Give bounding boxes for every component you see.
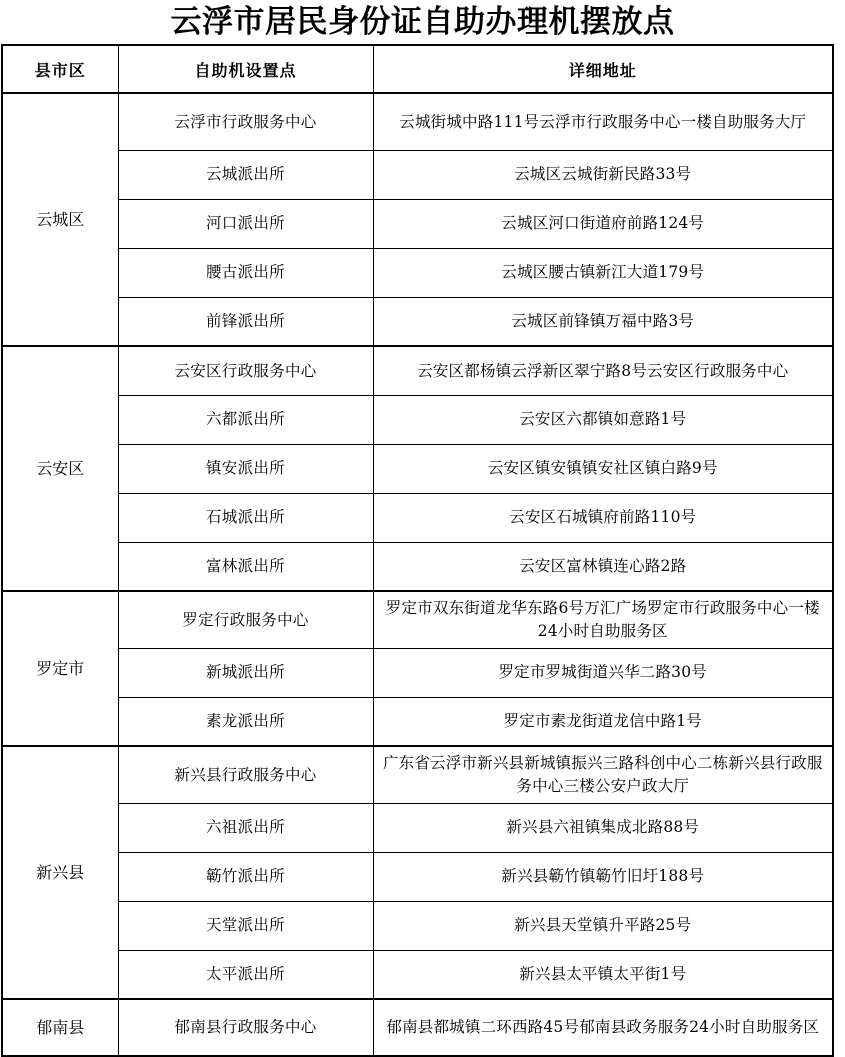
address-cell: 云城街城中路111号云浮市行政服务中心一楼自助服务大厅: [373, 93, 833, 150]
site-cell: 罗定行政服务中心: [118, 591, 373, 648]
table-row: [2, 493, 833, 542]
table-body: [2, 93, 833, 1056]
table-row: [2, 803, 833, 852]
table-row: [2, 395, 833, 444]
address-cell: 云城区云城街新民路33号: [373, 150, 833, 199]
address-cell: 郁南县都城镇二环西路45号郁南县政务服务24小时自助服务区: [373, 999, 833, 1056]
table-row: [2, 591, 833, 648]
site-cell: 素龙派出所: [118, 697, 373, 746]
site-cell: 腰古派出所: [118, 248, 373, 297]
district-cell: 郁南县: [2, 999, 118, 1056]
address-cell: 广东省云浮市新兴县新城镇振兴三路科创中心二栋新兴县行政服务中心三楼公安户政大厅: [373, 746, 833, 803]
address-cell: 罗定市罗城街道兴华二路30号: [373, 648, 833, 697]
site-cell: 六都派出所: [118, 395, 373, 444]
address-cell: 云城区前锋镇万福中路3号: [373, 297, 833, 346]
address-cell: 罗定市素龙街道龙信中路1号: [373, 697, 833, 746]
address-cell: 新兴县六祖镇集成北路88号: [373, 803, 833, 852]
site-cell: 太平派出所: [118, 950, 373, 999]
address-cell: 新兴县太平镇太平街1号: [373, 950, 833, 999]
address-cell: 云安区石城镇府前路110号: [373, 493, 833, 542]
table-header-row: [2, 45, 833, 93]
table-row: [2, 999, 833, 1056]
table-row: [2, 901, 833, 950]
site-cell: 云浮市行政服务中心: [118, 93, 373, 150]
table-row: [2, 542, 833, 591]
address-cell: 新兴县天堂镇升平路25号: [373, 901, 833, 950]
district-cell: 云安区: [2, 346, 118, 591]
page-title: 云浮市居民身份证自助办理机摆放点: [170, 4, 675, 40]
site-cell: 天堂派出所: [118, 901, 373, 950]
column-header-site: 自助机设置点: [118, 45, 373, 93]
site-cell: 镇安派出所: [118, 444, 373, 493]
table-header: [2, 45, 833, 93]
site-cell: 河口派出所: [118, 199, 373, 248]
table-row: [2, 852, 833, 901]
district-cell: 罗定市: [2, 591, 118, 746]
district-cell: 新兴县: [2, 746, 118, 999]
address-cell: 云安区富林镇连心路2路: [373, 542, 833, 591]
site-cell: 云安区行政服务中心: [118, 346, 373, 395]
table-row: [2, 697, 833, 746]
site-cell: 云城派出所: [118, 150, 373, 199]
address-cell: 云安区都杨镇云浮新区翠宁路8号云安区行政服务中心: [373, 346, 833, 395]
table-row: [2, 199, 833, 248]
table-row: [2, 444, 833, 493]
table-row: [2, 150, 833, 199]
district-cell: 云城区: [2, 93, 118, 346]
site-cell: 新兴县行政服务中心: [118, 746, 373, 803]
site-cell: 石城派出所: [118, 493, 373, 542]
column-header-district: 县市区: [2, 45, 118, 93]
address-cell: 云城区河口街道府前路124号: [373, 199, 833, 248]
address-cell: 云安区六都镇如意路1号: [373, 395, 833, 444]
address-cell: 新兴县簕竹镇簕竹旧圩188号: [373, 852, 833, 901]
site-cell: 六祖派出所: [118, 803, 373, 852]
table-row: [2, 346, 833, 395]
column-header-address: 详细地址: [373, 45, 833, 93]
table-row: [2, 746, 833, 803]
address-cell: 云城区腰古镇新江大道179号: [373, 248, 833, 297]
table-row: [2, 950, 833, 999]
site-cell: 簕竹派出所: [118, 852, 373, 901]
placement-table: [1, 44, 834, 1057]
address-cell: 罗定市双东街道龙华东路6号万汇广场罗定市行政服务中心一楼24小时自助服务区: [373, 591, 833, 648]
site-cell: 前锋派出所: [118, 297, 373, 346]
table-row: [2, 248, 833, 297]
table-row: [2, 297, 833, 346]
address-cell: 云安区镇安镇镇安社区镇白路9号: [373, 444, 833, 493]
table-row: [2, 93, 833, 150]
site-cell: 富林派出所: [118, 542, 373, 591]
table-row: [2, 648, 833, 697]
site-cell: 新城派出所: [118, 648, 373, 697]
site-cell: 郁南县行政服务中心: [118, 999, 373, 1056]
